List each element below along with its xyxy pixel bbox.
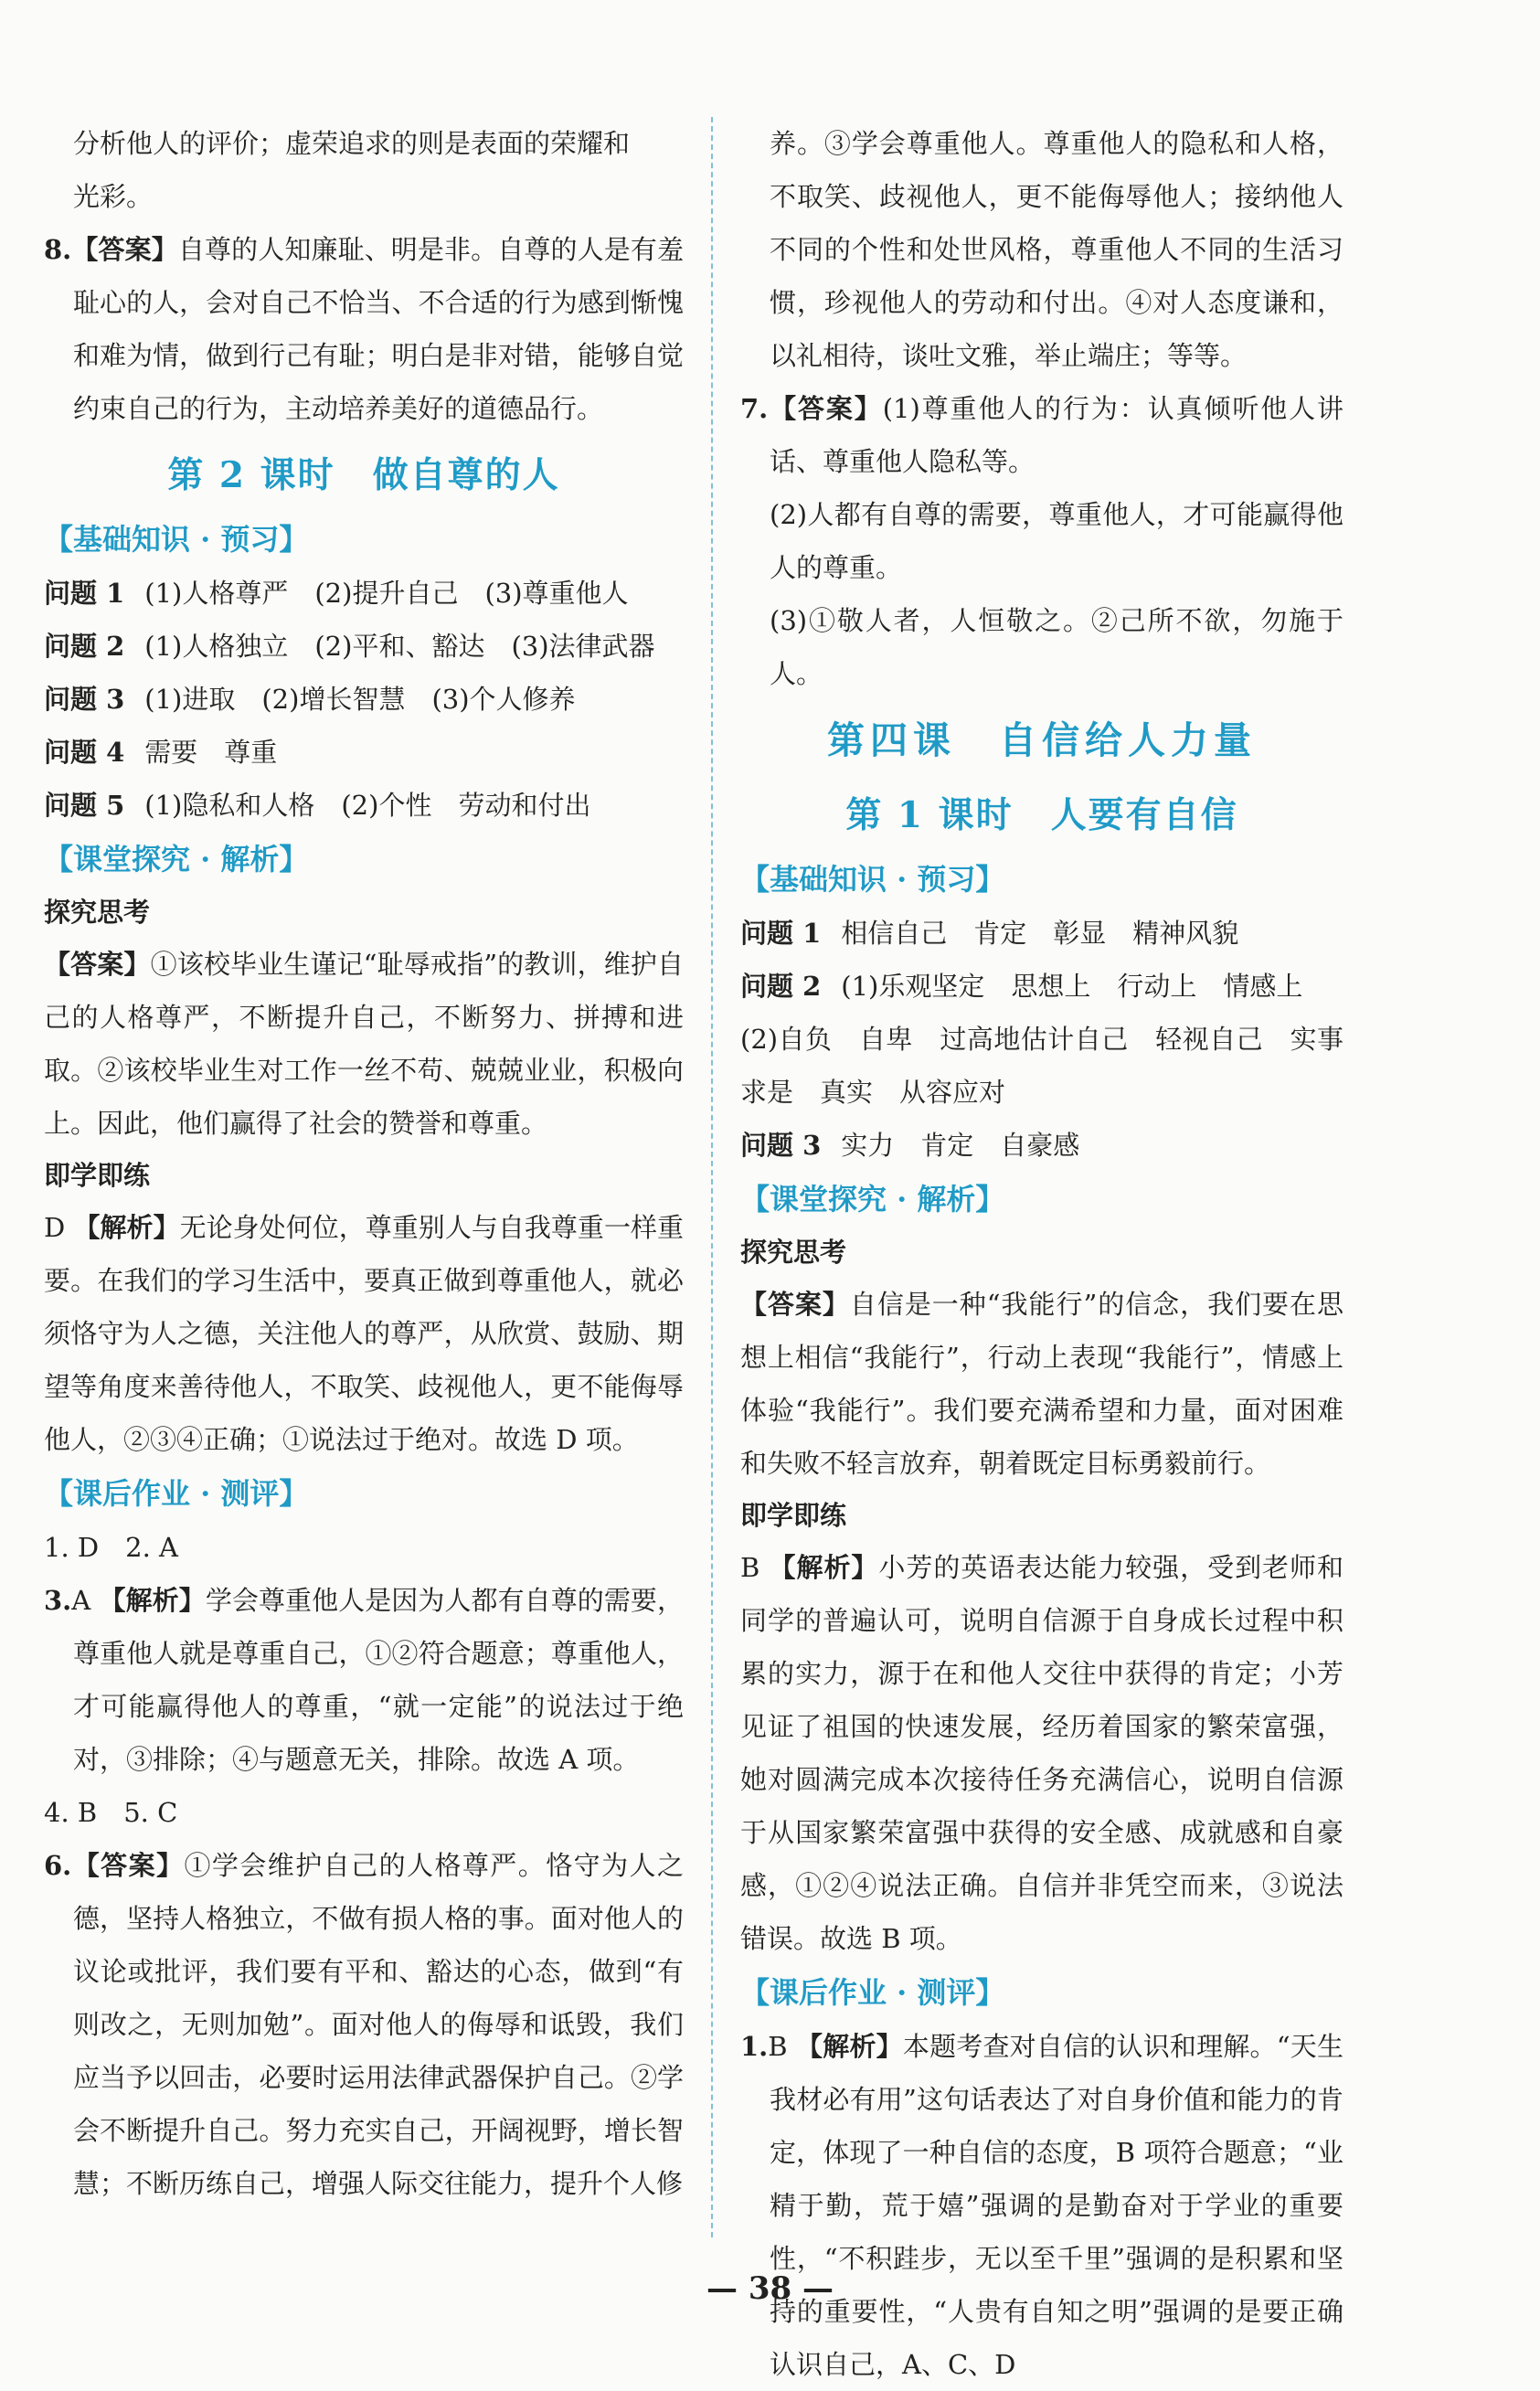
question-2: 问题 2 (1)人格独立 (2)平和、豁达 (3)法律武器 [44, 631, 655, 662]
homework-answers-1-2: 1. D 2. A [44, 1532, 178, 1563]
answer-8 [44, 223, 684, 435]
homework-answer-1: 1.B 【解析】本题考查对自信的认识和理解。“天生我材必有用”这句话表达了对自身价值和能力的肯定，体现了一种自信的态度，B 项符合题意；“业精于勤，荒于嬉”强调的是勤奋对于学业的重要性，“不积跬步，无以至千里”强调的是积累和坚持的重要性，“人贵有自知之明”强调的是要正确认识自己，A、C、D [740, 2031, 1344, 2380]
answer-6-continued: 养。③学会尊重他人。尊重他人的隐私和人格，不取笑、歧视他人，更不能侮辱他人；接纳他人不同的个性和处世风格，尊重他人不同的生活习惯，珍视他人的劳动和付出。④对人态度谦和，以礼相待，谈吐文雅，举止端庄；等等。 [770, 128, 1344, 371]
question-5: 问题 5 (1)隐私和人格 (2)个性 劳动和付出 [44, 790, 591, 821]
inquiry-answer: 【答案】自信是一种“我能行”的信念，我们要在思想上相信“我能行”，行动上表现“我能行”，情感上体验“我能行”。我们要充满希望和力量，面对困难和失败不轻言放弃，朝着既定目标勇毅前行。 [740, 1289, 1344, 1479]
practice-answer: D 【解析】无论身处何位，尊重别人与自我尊重一样重要。在我们的学习生活中，要真正做到尊重他人，就必须恪守为人之德，关注他人的尊严，从欣赏、鼓励、期望等角度来善待他人，不取笑、歧视他人，更不能侮辱他人，②③④正确；①说法过于绝对。故选 D 项。 [44, 1212, 684, 1455]
left-line-2: 光彩。 [73, 181, 154, 212]
section-classroom-inquiry: 【课堂探究 · 解析】 [740, 1182, 1005, 1217]
question-2-continued: (2)自负 自卑 过高地估计自己 轻视自己 实事求是 真实 从容应对 [740, 1024, 1344, 1108]
subheading-practice: 即学即练 [44, 1160, 151, 1191]
section-classroom-inquiry: 【课堂探究 · 解析】 [44, 842, 309, 877]
question-1: 问题 1 相信自己 肯定 彰显 精神风貌 [740, 918, 1239, 949]
left-column [44, 117, 684, 2210]
homework-answer-6: 6.【答案】①学会维护自己的人格尊严。恪守为人之德，坚持人格独立，不做有损人格的事。面对他人的议论或批评，我们要有平和、豁达的心态，做到“有则改之，无则加勉”。面对他人的侮辱和诋毁，我们应当予以回击，必要时运用法律武器保护自己。②学会不断提升自己。努力充实自己，开阔视野，增长智慧；不断历练自己，增强人际交往能力，提升个人修 [44, 1850, 684, 2199]
right-column [740, 117, 1344, 2391]
homework-answer-3: 3.A 【解析】学会尊重他人是因为人都有自尊的需要，尊重他人就是尊重自己，①②符合题意；尊重他人，才可能赢得他人的尊重，“就一定能”的说法过于绝对，③排除；④与题意无关，排除。故选 A 项。 [44, 1585, 684, 1775]
inquiry-answer: 【答案】①该校毕业生谨记“耻辱戒指”的教训，维护自己的人格尊严，不断提升自己，不断努力、拼搏和进取。②该校毕业生对工作一丝不苟、兢兢业业，积极向上。因此，他们赢得了社会的赞誉和尊重。 [44, 949, 684, 1139]
left-line-1: 分析他人的评价；虚荣追求的则是表面的荣耀和 [73, 128, 631, 159]
unit-title-4: 第四课 自信给人力量 [827, 718, 1257, 762]
question-4: 问题 4 需要 尊重 [44, 737, 278, 768]
question-2: 问题 2 (1)乐观坚定 思想上 行动上 情感上 [740, 971, 1303, 1002]
question-3: 问题 3 实力 肯定 自豪感 [740, 1130, 1080, 1161]
answer-8-tag: 【答案】 [71, 234, 178, 265]
lesson-title-1: 第 1 课时 人要有自信 [845, 794, 1238, 836]
answer-7-part-3: (3)①敬人者，人恒敬之。②己所不欲，勿施于人。 [770, 605, 1344, 689]
lesson-title-2: 第 2 课时 做自尊的人 [167, 454, 560, 496]
answer-7-part-2: (2)人都有自尊的需要，尊重他人，才可能赢得他人的尊重。 [770, 499, 1344, 583]
practice-answer: B 【解析】小芳的英语表达能力较强，受到老师和同学的普遍认可，说明自信源于自身成长过程中积累的实力，源于在和他人交往中获得的肯定；小芳见证了祖国的快速发展，经历着国家的繁荣富强，她对圆满完成本次接待任务充满信心，说明自信源于从国家繁荣富强中获得的安全感、成就感和自豪感，①②④说法正确。自信并非凭空而来，③说法错误。故选 B 项。 [740, 1552, 1344, 1954]
section-basic-knowledge: 【基础知识 · 预习】 [44, 522, 309, 557]
answer-7: 7.【答案】(1)尊重他人的行为：认真倾听他人讲话、尊重他人隐私等。 [740, 393, 1344, 477]
subheading-practice: 即学即练 [740, 1500, 847, 1531]
answer-8-number: 8. [44, 234, 72, 265]
section-homework: 【课后作业 · 测评】 [44, 1476, 309, 1511]
homework-answers-4-5: 4. B 5. C [44, 1797, 178, 1828]
question-3: 问题 3 (1)进取 (2)增长智慧 (3)个人修养 [44, 684, 576, 715]
section-homework: 【课后作业 · 测评】 [740, 1975, 1005, 2010]
section-basic-knowledge: 【基础知识 · 预习】 [740, 862, 1005, 897]
answer-8-text: 自尊的人知廉耻、明是非。自尊的人是有羞耻心的人，会对自己不恰当、不合适的行为感到惭愧和难为情，做到行己有耻；明白是非对错，能够自觉约束自己的行为，主动培养美好的道德品行。 [73, 234, 684, 424]
page-number: — 38 — [706, 2270, 834, 2307]
question-list [44, 567, 684, 832]
subheading-inquiry: 探究思考 [44, 897, 151, 928]
subheading-inquiry: 探究思考 [740, 1237, 847, 1268]
question-1: 问题 1 (1)人格尊严 (2)提升自己 (3)尊重他人 [44, 578, 629, 609]
column-divider [711, 117, 713, 2237]
